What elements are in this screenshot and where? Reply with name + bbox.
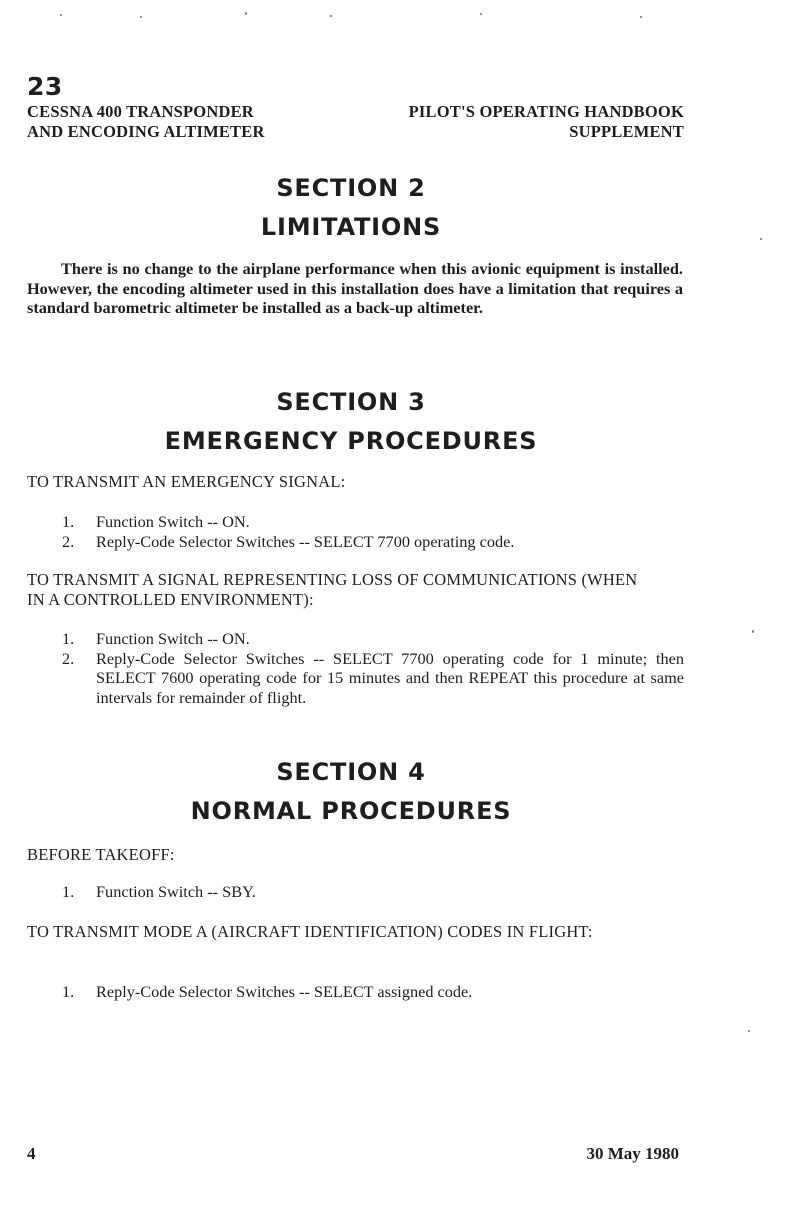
scan-speck <box>245 12 247 15</box>
scan-speck <box>480 13 482 15</box>
scan-speck <box>760 238 762 240</box>
section3-heading: SECTION 3 <box>276 388 426 416</box>
header-right-line1: PILOT'S OPERATING HANDBOOK <box>408 102 684 121</box>
section4-heading: SECTION 4 <box>276 758 426 786</box>
scan-speck <box>60 14 62 16</box>
list-item <box>62 512 684 532</box>
step-number: 1. <box>62 629 75 648</box>
section3-title: EMERGENCY PROCEDURES <box>164 427 538 455</box>
step-number: 1. <box>62 982 75 1001</box>
footer-date: 30 May 1980 <box>586 1144 679 1163</box>
step-text: Reply-Code Selector Switches -- SELECT assigned code. <box>96 982 473 1001</box>
supplement-number: 23 <box>27 72 63 101</box>
list-item <box>62 532 684 552</box>
section2-heading: SECTION 2 <box>276 174 426 202</box>
section2-paragraph: There is no change to the airplane performance when this avionic equipment is installed. However, the encoding altimeter used in this installation does have a limitation that requires a standard barometric altimeter be installed as a back-up altimeter. <box>27 259 683 317</box>
section2-title: LIMITATIONS <box>260 213 442 241</box>
list-item <box>62 649 684 708</box>
header-right-line2: SUPPLEMENT <box>569 122 684 141</box>
scan-speck <box>140 16 142 18</box>
scan-speck <box>752 630 754 633</box>
step-number: 2. <box>62 648 75 668</box>
scan-speck <box>640 16 642 18</box>
step-text: Reply-Code Selector Switches -- SELECT 7700 operating code for 1 minute; then SELECT 7600 operating code for 15 minutes and then REPEAT this procedure at same intervals for remainder of flight. <box>96 648 684 707</box>
header-left <box>27 102 265 142</box>
step-text: Function Switch -- ON. <box>96 512 250 531</box>
section4-proc1-caption: BEFORE TAKEOFF: <box>27 845 175 864</box>
list-item <box>62 882 684 902</box>
list-item <box>62 982 684 1002</box>
step-number: 1. <box>62 882 75 901</box>
section4-proc1-steps <box>62 882 684 902</box>
step-number: 1. <box>62 512 75 531</box>
section3-proc1-caption: TO TRANSMIT AN EMERGENCY SIGNAL: <box>27 472 346 491</box>
list-item <box>62 629 684 649</box>
step-text: Function Switch -- SBY. <box>96 882 256 901</box>
section4-title: NORMAL PROCEDURES <box>190 797 512 825</box>
header-right <box>409 102 684 142</box>
section3-proc2-caption: TO TRANSMIT A SIGNAL REPRESENTING LOSS OF COMMUNICATIONS (WHEN IN A CONTROLLED ENVIRONMENT): <box>27 570 638 609</box>
page-number: 4 <box>27 1144 36 1163</box>
scan-speck <box>330 15 332 17</box>
step-number: 2. <box>62 531 75 551</box>
header-left-line2: AND ENCODING ALTIMETER <box>27 122 265 141</box>
scan-speck <box>748 1030 750 1032</box>
step-text: Reply-Code Selector Switches -- SELECT 7700 operating code. <box>96 531 515 551</box>
section4-proc2-caption: TO TRANSMIT MODE A (AIRCRAFT IDENTIFICATION) CODES IN FLIGHT: <box>27 922 593 941</box>
section3-proc2-steps <box>62 629 684 707</box>
section4-proc2-steps <box>62 982 684 1002</box>
step-text: Function Switch -- ON. <box>96 629 250 648</box>
section3-proc1-steps <box>62 512 684 551</box>
header-left-line1: CESSNA 400 TRANSPONDER <box>27 102 254 121</box>
